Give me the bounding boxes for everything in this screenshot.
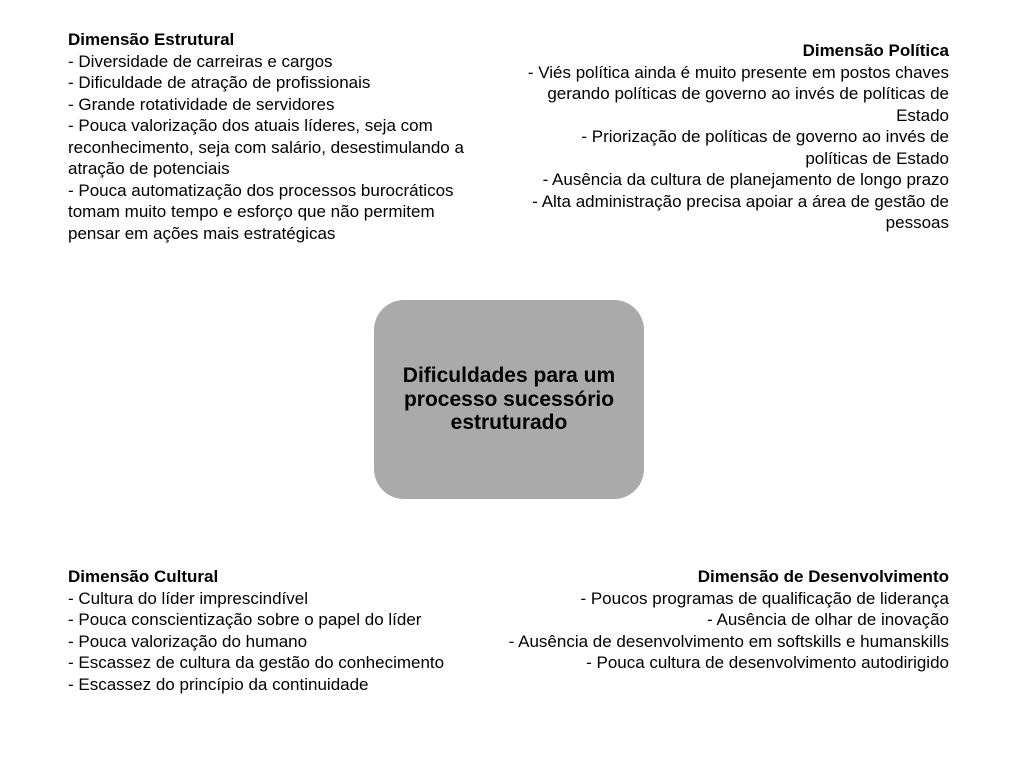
dimensao-politica-list (520, 62, 949, 234)
list-item: - Diversidade de carreiras e cargos (68, 51, 333, 71)
center-title: Dificuldades para um processo sucessório estruturado (402, 364, 616, 435)
dimensao-desenvolvimento (500, 566, 949, 674)
dimensao-estrutural-title: Dimensão Estrutural (68, 30, 235, 49)
list-item: - Ausência de desenvolvimento em softskills e humanskills (508, 631, 949, 651)
dimensao-estrutural-list (68, 51, 480, 245)
list-item: - Pouca automatização dos processos burocráticos tomam muito tempo e esforço que não permitem pensar em ações mais estratégicas (68, 180, 454, 243)
list-item: - Ausência da cultura de planejamento de longo prazo (542, 170, 949, 189)
list-item: - Priorização de políticas de governo ao invés de políticas de Estado (581, 127, 949, 168)
list-item: - Escassez de cultura da gestão do conhecimento (68, 653, 445, 672)
dimensao-cultural-list (68, 588, 468, 696)
list-item: - Pouca valorização do humano (68, 631, 308, 651)
list-item: - Ausência de olhar de inovação (707, 610, 949, 629)
list-item: - Alta administração precisa apoiar a área de gestão de pessoas (532, 191, 949, 232)
dimensao-desenvolvimento-title: Dimensão de Desenvolvimento (697, 567, 949, 586)
dimensao-estrutural (68, 29, 480, 244)
list-item: - Cultura do líder imprescindível (68, 588, 308, 608)
dimensao-cultural (68, 566, 468, 695)
dimensao-desenvolvimento-list (500, 588, 949, 674)
list-item: - Grande rotatividade de servidores (68, 94, 335, 114)
dimensao-politica-title: Dimensão Política (802, 41, 949, 60)
list-item: - Pouca conscientização sobre o papel do líder (68, 610, 422, 629)
center-box (374, 300, 644, 499)
list-item: - Poucos programas de qualificação de liderança (580, 588, 949, 608)
list-item: - Dificuldade de atração de profissionais (68, 73, 371, 92)
list-item: - Viés política ainda é muito presente em postos chaves gerando políticas de governo ao invés de políticas de Estado (527, 62, 949, 125)
list-item: - Pouca valorização dos atuais líderes, seja com reconhecimento, seja com salário, desestimulando a atração de potenciais (68, 116, 464, 178)
list-item: - Pouca cultura de desenvolvimento autodirigido (586, 653, 949, 672)
list-item: - Escassez do princípio da continuidade (68, 674, 369, 694)
dimensao-cultural-title: Dimensão Cultural (68, 567, 219, 586)
dimensao-politica (520, 40, 949, 234)
